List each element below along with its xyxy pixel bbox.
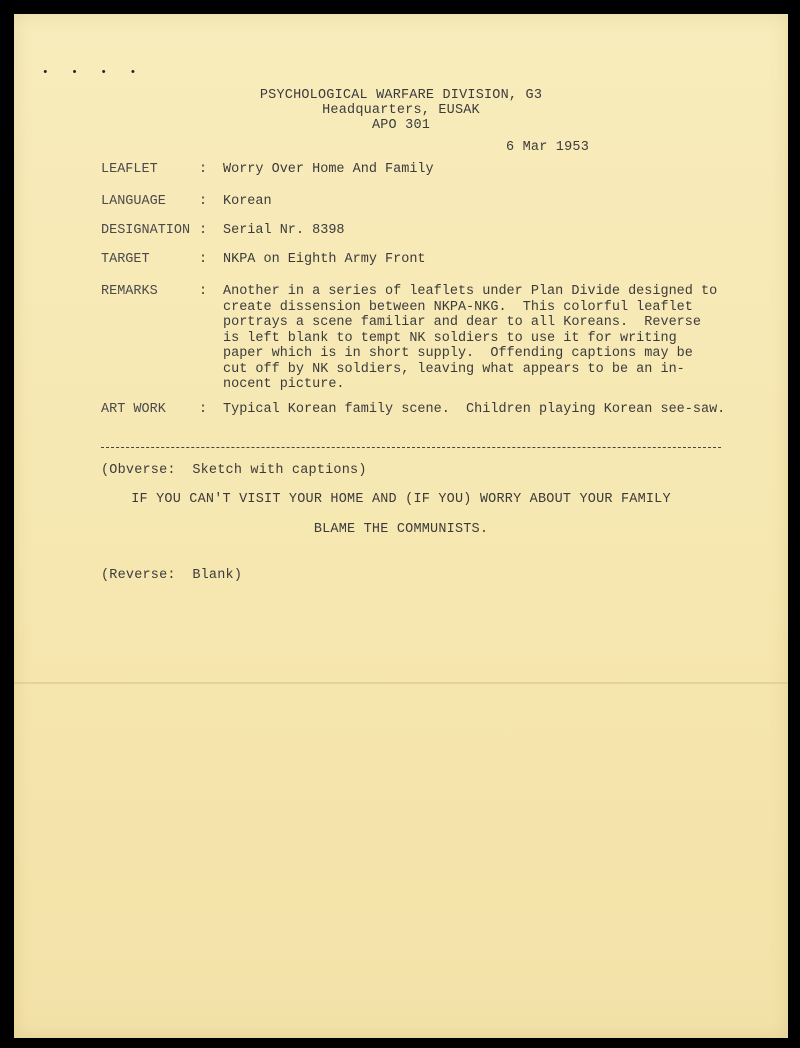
header-apo: APO 301 <box>371 118 431 133</box>
remarks-line: paper which is in short supply. Offending captions may be <box>223 346 693 361</box>
leaflet-label: LEAFLET <box>101 162 158 177</box>
typed-document-page <box>14 14 788 1038</box>
designation-label: DESIGNATION <box>101 223 191 238</box>
designation-separator: : <box>199 223 208 238</box>
leaflet-value: Worry Over Home And Family <box>223 162 434 177</box>
remarks-label: REMARKS <box>101 284 158 299</box>
document-date: 6 Mar 1953 <box>506 140 590 155</box>
header-headquarters: Headquarters, EUSAK <box>322 103 480 118</box>
leaflet-separator: : <box>199 162 208 177</box>
remarks-line: is left blank to tempt NK soldiers to use it for writing <box>223 330 677 346</box>
language-value: Korean <box>223 194 272 209</box>
reverse-note: (Reverse: Blank) <box>101 568 243 583</box>
art-work-label: ART WORK <box>101 402 166 417</box>
language-label: LANGUAGE <box>101 194 166 209</box>
header-division: PSYCHOLOGICAL WARFARE DIVISION, G3 <box>259 88 543 103</box>
remarks-line: create dissension between NKPA-NKG. This colorful leaflet <box>223 299 693 315</box>
remarks-line: Another in a series of leaflets under Plan Divide designed to <box>223 284 718 299</box>
remarks-separator: : <box>199 284 208 299</box>
punch-marks: • • • • <box>42 67 145 79</box>
obverse-caption-line-2: BLAME THE COMMUNISTS. <box>313 522 489 537</box>
target-separator: : <box>199 252 208 267</box>
paper-fold-crease <box>14 682 788 684</box>
target-value: NKPA on Eighth Army Front <box>223 252 426 267</box>
art-work-value: Typical Korean family scene. Children playing Korean see-saw. <box>223 402 726 417</box>
remarks-line: nocent picture. <box>223 377 345 392</box>
dashed-divider <box>101 447 721 448</box>
obverse-note: (Obverse: Sketch with captions) <box>101 463 367 478</box>
remarks-line: portrays a scene familiar and dear to all Koreans. Reverse <box>223 315 701 330</box>
remarks-paragraph <box>223 284 717 393</box>
remarks-line: cut off by NK soldiers, leaving what appears to be an in- <box>223 361 685 377</box>
designation-value: Serial Nr. 8398 <box>223 223 345 238</box>
target-label: TARGET <box>101 252 150 267</box>
obverse-caption-line-1: IF YOU CAN'T VISIT YOUR HOME AND (IF YOU) WORRY ABOUT YOUR FAMILY <box>131 492 671 507</box>
language-separator: : <box>199 194 208 209</box>
art-work-separator: : <box>199 402 208 417</box>
